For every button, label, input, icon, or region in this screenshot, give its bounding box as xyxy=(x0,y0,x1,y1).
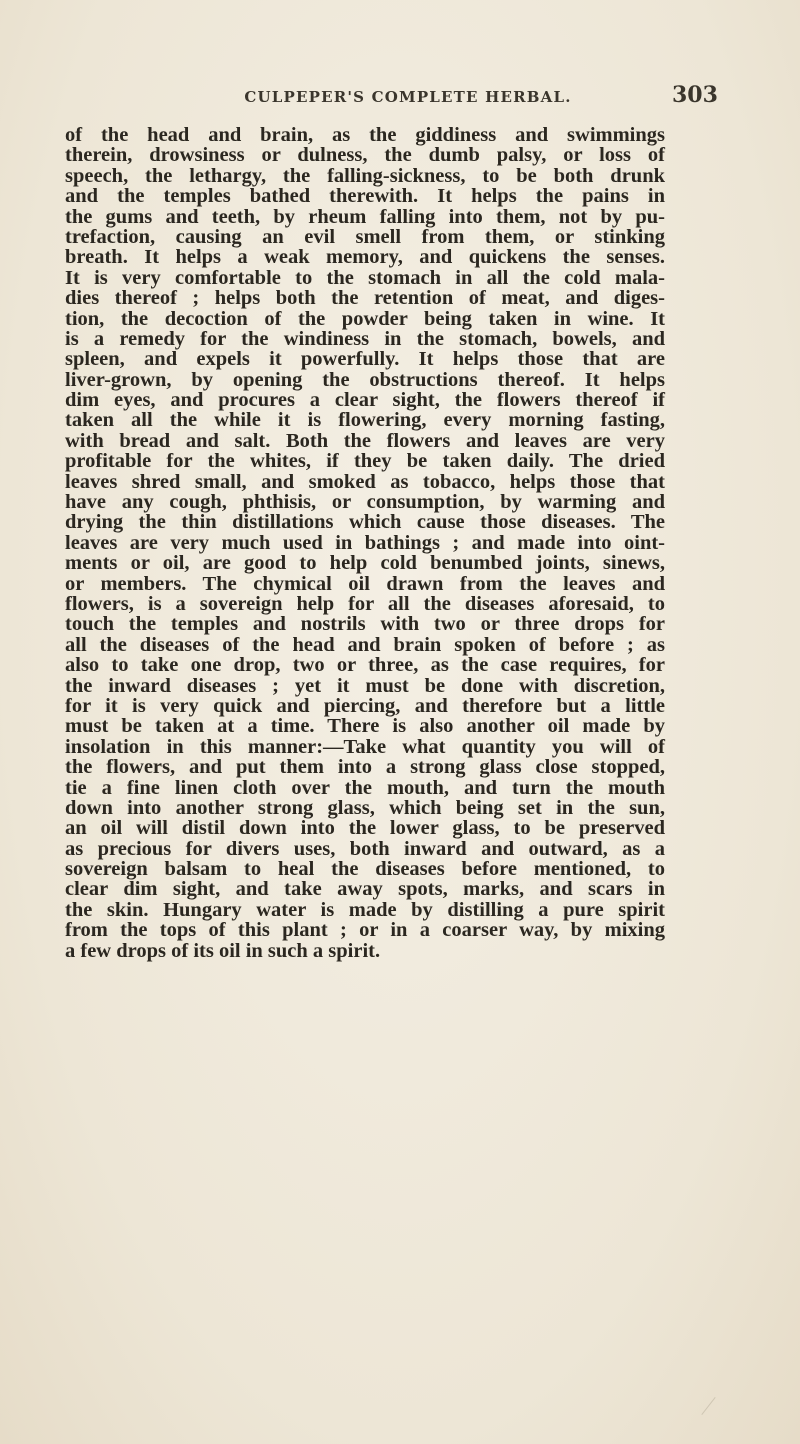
text-line: taken all the while it is flowering, every morning fasting, xyxy=(65,409,665,432)
text-line: breath. It helps a weak memory, and quickens the senses. xyxy=(65,246,665,269)
text-line: ments or oil, are good to help cold benumbed joints, sinews, xyxy=(65,552,665,575)
text-line: from the tops of this plant ; or in a coarser way, by mixing xyxy=(65,919,665,942)
text-line: dim eyes, and procures a clear sight, the flowers thereof if xyxy=(65,389,665,412)
text-line: must be taken at a time. There is also another oil made by xyxy=(65,715,665,738)
text-line: sovereign balsam to heal the diseases before mentioned, to xyxy=(65,858,665,881)
text-line: have any cough, phthisis, or consumption, by warming and xyxy=(65,491,665,514)
text-line: flowers, is a sovereign help for all the diseases aforesaid, to xyxy=(65,592,665,615)
text-line: is a remedy for the windiness in the stomach, bowels, and xyxy=(65,327,665,350)
text-line: down into another strong glass, which being set in the sun, xyxy=(65,796,665,819)
text-line: for it is very quick and piercing, and therefore but a little xyxy=(65,694,665,717)
text-line: and the temples bathed therewith. It helps the pains in xyxy=(65,185,665,208)
text-line: clear dim sight, and take away spots, marks, and scars in xyxy=(65,878,665,901)
text-line: tie a fine linen cloth over the mouth, and turn the mouth xyxy=(65,776,665,799)
text-line: a few drops of its oil in such a spirit. xyxy=(65,939,381,962)
text-line: liver-grown, by opening the obstructions thereof. It helps xyxy=(65,368,665,391)
text-line: profitable for the whites, if they be taken daily. The dried xyxy=(65,450,665,473)
text-line: insolation in this manner:—Take what quantity you will of xyxy=(65,735,665,758)
page-number: 303 xyxy=(672,82,718,108)
text-line: as precious for divers uses, both inward and outward, as a xyxy=(65,837,665,860)
running-head xyxy=(0,82,800,118)
text-line: the inward diseases ; yet it must be done with discretion, xyxy=(65,674,665,697)
running-title: CULPEPER'S COMPLETE HERBAL. xyxy=(244,88,572,106)
text-line: It is very comfortable to the stomach in all the cold mala- xyxy=(65,266,665,289)
text-line: drying the thin distillations which cause those diseases. The xyxy=(65,511,665,534)
text-line: an oil will distil down into the lower glass, to be preserved xyxy=(65,817,665,840)
text-line: also to take one drop, two or three, as the case requires, for xyxy=(65,654,665,677)
text-line: with bread and salt. Both the flowers and leaves are very xyxy=(65,429,665,452)
text-line: leaves shred small, and smoked as tobacco, helps those that xyxy=(65,470,665,493)
text-line: spleen, and expels it powerfully. It helps those that are xyxy=(65,348,665,371)
text-line: the flowers, and put them into a strong glass close stopped, xyxy=(65,756,665,779)
text-line: or members. The chymical oil drawn from the leaves and xyxy=(65,572,665,595)
text-line: all the diseases of the head and brain spoken of before ; as xyxy=(65,633,665,656)
text-line: trefaction, causing an evil smell from them, or stinking xyxy=(65,225,665,248)
text-line: the gums and teeth, by rheum falling into them, not by pu- xyxy=(65,205,665,228)
text-line: tion, the decoction of the powder being taken in wine. It xyxy=(65,307,665,330)
text-line: speech, the lethargy, the falling-sickness, to be both drunk xyxy=(65,164,665,187)
text-line: of the head and brain, as the giddiness and swimmings xyxy=(65,124,665,146)
text-line: touch the temples and nostrils with two or three drops for xyxy=(65,613,665,636)
text-line: dies thereof ; helps both the retention of meat, and diges- xyxy=(65,287,665,310)
body-text xyxy=(65,125,665,961)
text-line: the skin. Hungary water is made by distilling a pure spirit xyxy=(65,898,665,921)
text-line: therein, drowsiness or dulness, the dumb palsy, or loss of xyxy=(65,144,665,167)
text-line: leaves are very much used in bathings ; and made into oint- xyxy=(65,531,665,554)
paper-mark xyxy=(701,1397,715,1415)
